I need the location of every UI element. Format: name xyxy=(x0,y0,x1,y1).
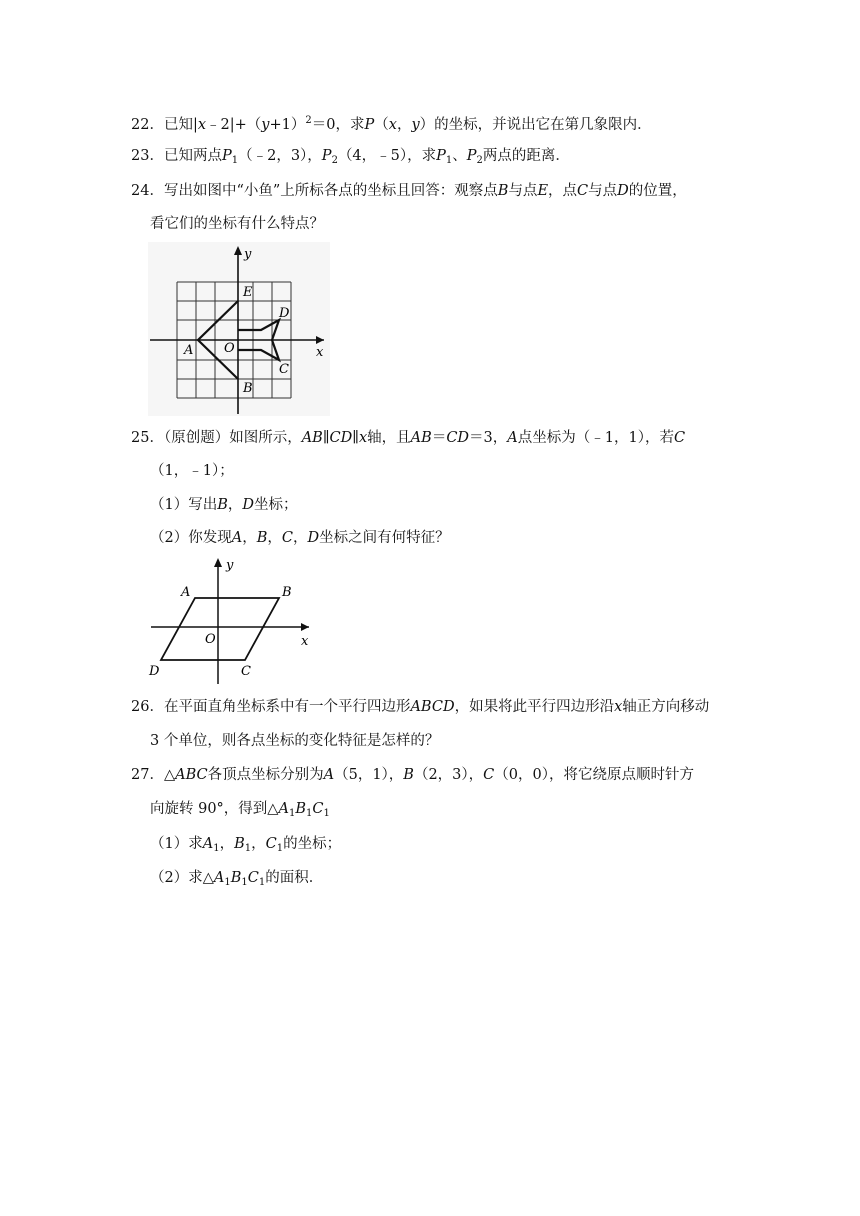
y-label: y xyxy=(226,558,234,573)
question-number: 24． xyxy=(131,183,164,199)
question-23: 23．已知两点$P_1(﹣2$，3），$P_2(4$，﹣5），求$P_1$、$P_2$两点的距离． xyxy=(131,148,570,166)
question-number: 22． xyxy=(131,117,164,133)
question-26-line-1: 26．在平面直角坐标系中有一个平行四边形ABCD，如果将此平行四边形沿x轴正方向移动 xyxy=(131,699,710,715)
point-b-label: B xyxy=(243,381,253,396)
x-axis-arrow xyxy=(301,623,309,631)
question-27-line-2: 向旋转 90°，得到$\triangle A_1B_1C_1$ xyxy=(150,801,330,819)
point-d-label: D xyxy=(149,664,160,679)
point-b-label: B xyxy=(282,585,292,600)
parallelogram-abcd xyxy=(161,598,279,660)
point-a-label: A xyxy=(181,585,191,600)
question-27-part-2: （2）求$\triangle A_1B_1C_1$的面积． xyxy=(150,870,324,888)
question-number: 25． xyxy=(131,430,164,446)
x-label: x xyxy=(301,634,309,649)
question-25-part-1: （1）写出B，D坐标； xyxy=(150,497,298,513)
point-e-label: E xyxy=(243,285,253,300)
point-c-label: C xyxy=(241,664,251,679)
question-22: 22．已知$|x﹣2|+(y+1)^2=0$，求P（x，y）的坐标，并说出它在第几象限内． xyxy=(131,115,652,133)
y-label: y xyxy=(244,247,252,262)
question-number: 26． xyxy=(131,699,164,715)
axes xyxy=(151,560,309,684)
question-25-part-2: （2）你发现A，B，C，D坐标之间有何特征？ xyxy=(150,530,450,546)
point-a-label: A xyxy=(184,343,194,358)
point-d-label: D xyxy=(279,306,290,321)
question-24-line-2: 看它们的坐标有什么特点？ xyxy=(150,216,324,232)
question-number: 23． xyxy=(131,148,164,164)
origin-label: O xyxy=(224,341,235,356)
question-27-line-1: 27．△ABC各顶点坐标分别为A（5，1），B（2，3），C（0，0），将它绕原点顺时针方 xyxy=(131,767,694,783)
point-c-label: C xyxy=(279,362,289,377)
origin-label: O xyxy=(205,632,216,647)
question-26-line-2: 3 个单位，则各点坐标的变化特征是怎样的？ xyxy=(150,733,440,749)
parallelogram-figure xyxy=(145,556,315,684)
question-number: 27． xyxy=(131,767,164,783)
question-25-line-1: 25．（原创题）如图所示，AB∥CD∥x轴，且AB＝CD＝3，A点坐标为（﹣1，1），若C xyxy=(131,430,686,446)
question-25-line-2: （1，﹣1）； xyxy=(150,463,234,479)
x-label: x xyxy=(316,345,324,360)
question-27-part-1: （1）求$A_1$，$B_1$，$C_1$的坐标； xyxy=(150,836,342,854)
y-axis-arrow xyxy=(214,558,222,567)
question-24-line-1: 24．写出如图中“小鱼”上所标各点的坐标且回答：观察点B与点E，点C与点D的位置， xyxy=(131,183,687,199)
fish-coordinate-figure xyxy=(148,242,330,416)
